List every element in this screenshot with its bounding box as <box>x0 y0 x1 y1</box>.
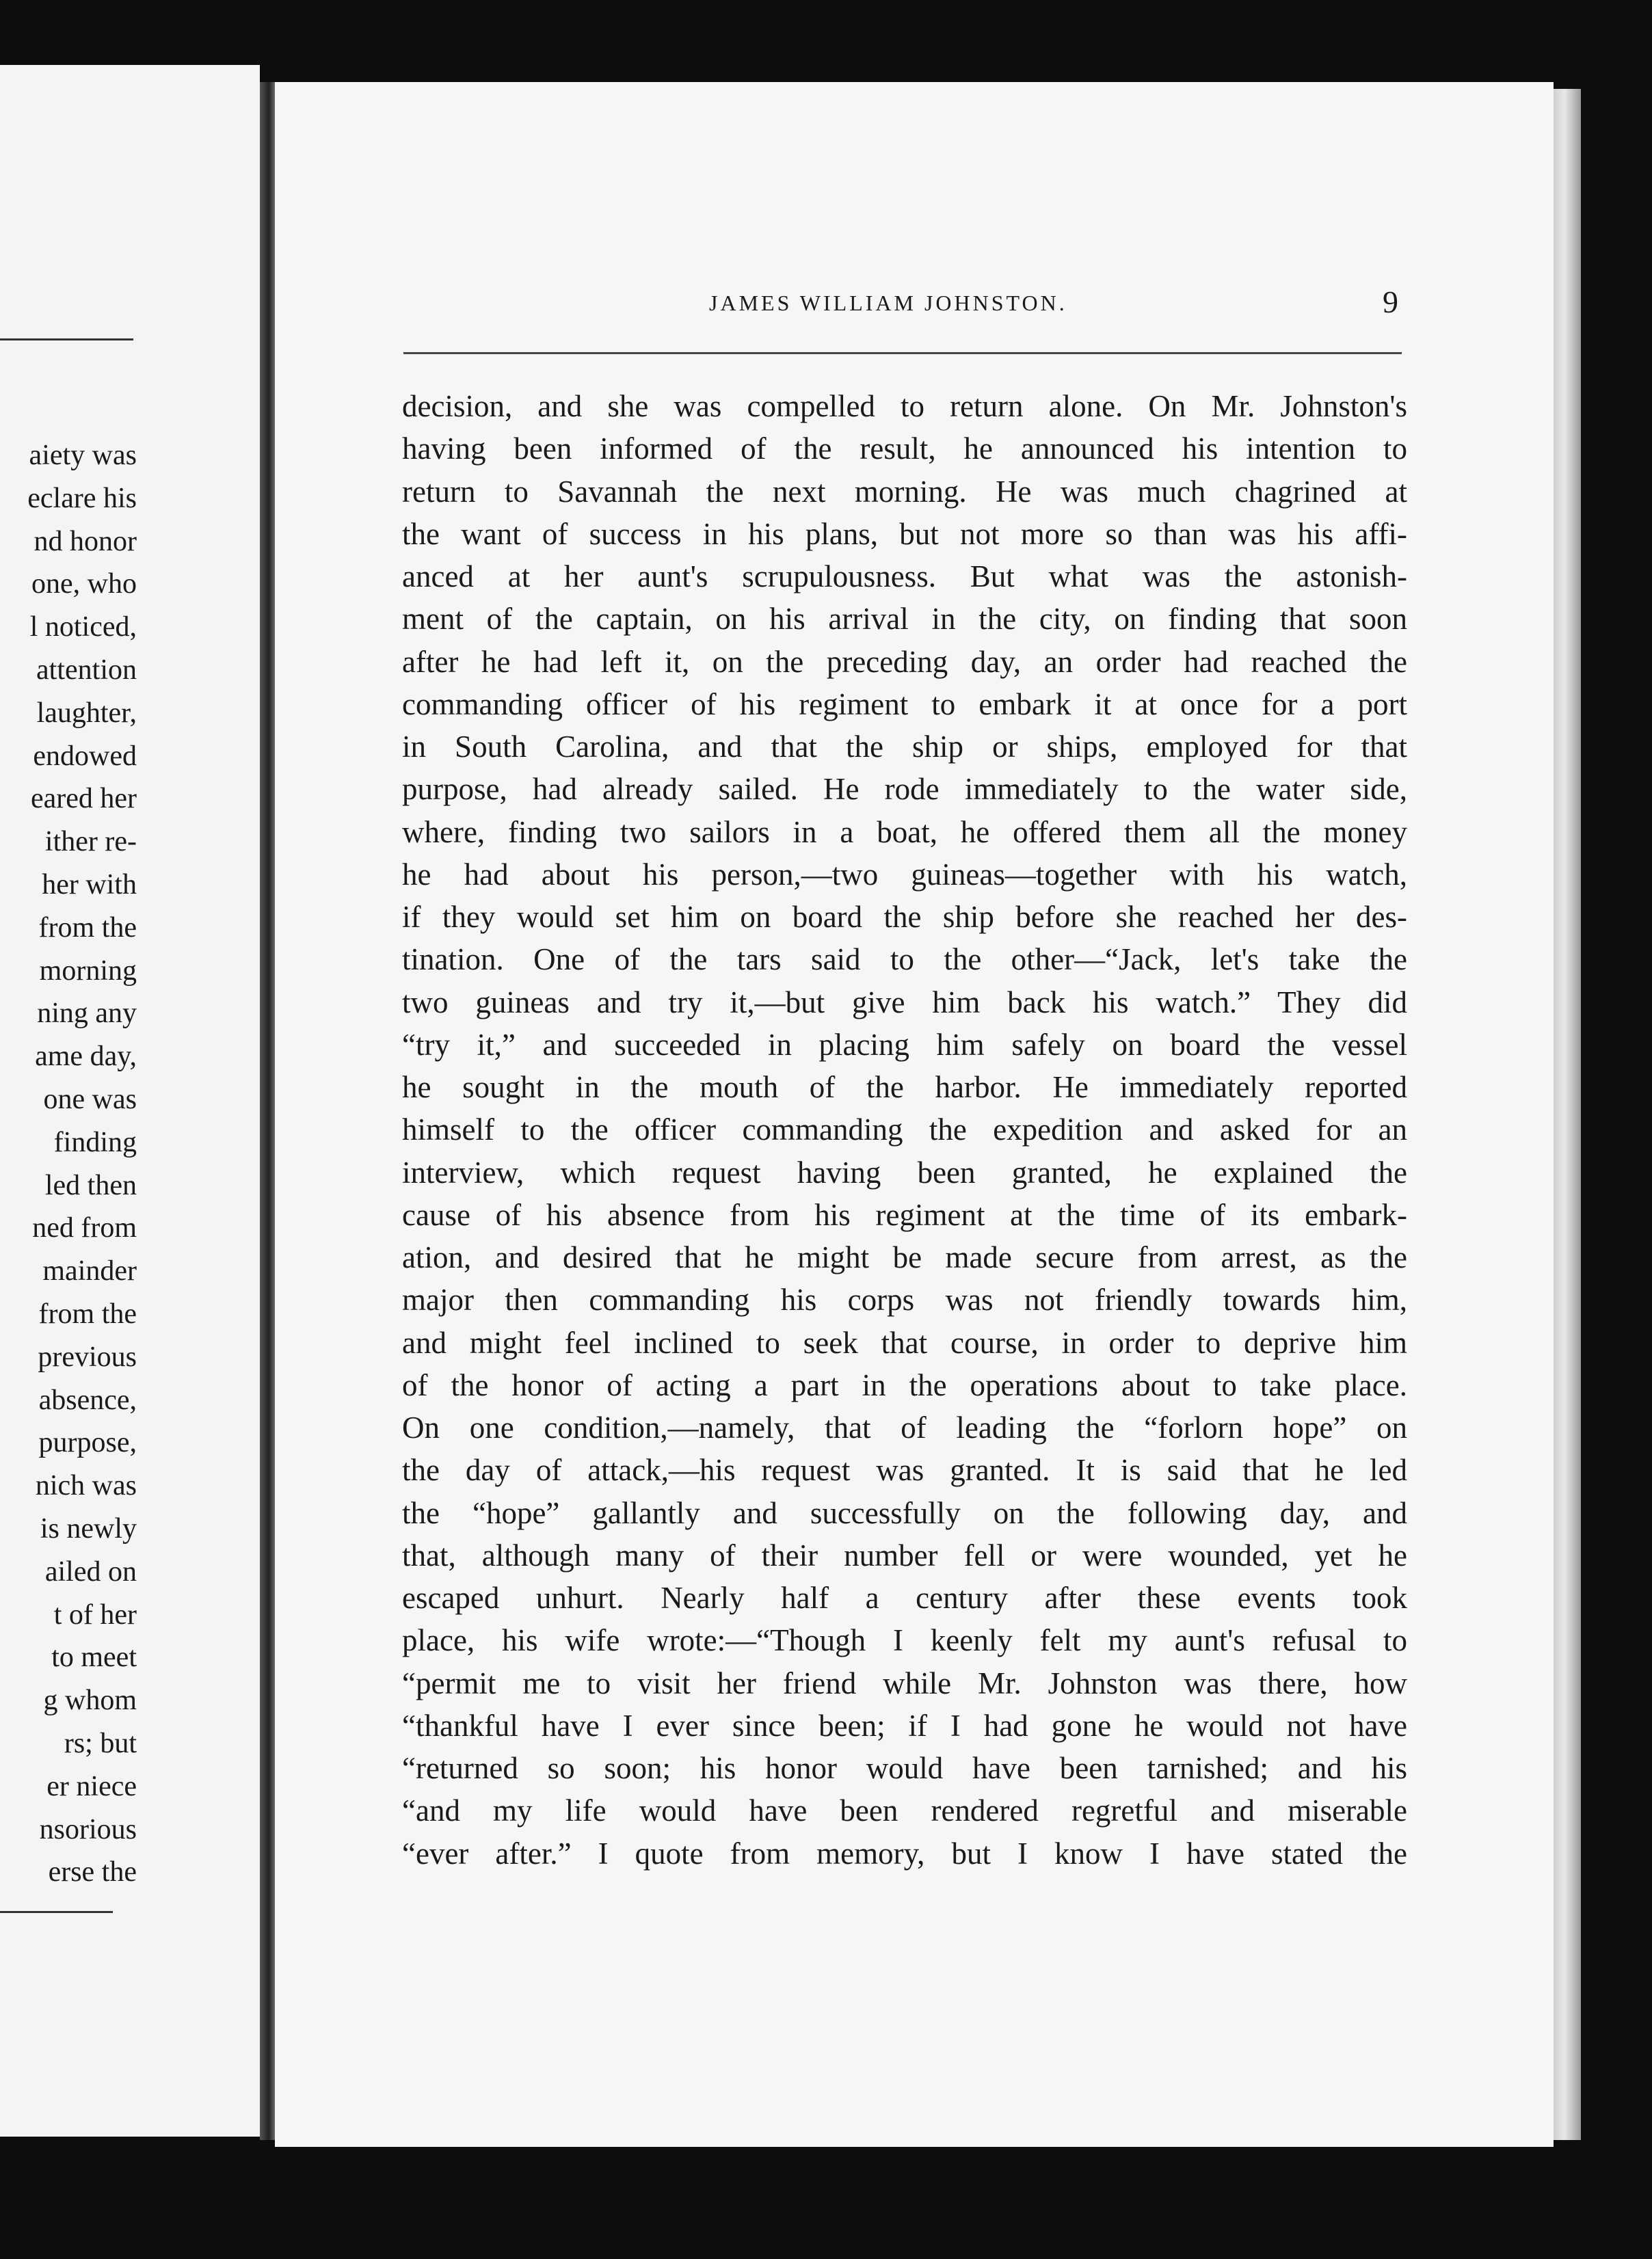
previous-page-line: finding <box>53 1126 137 1158</box>
previous-page-line: one was <box>43 1083 137 1115</box>
page-edge <box>1554 89 1581 2140</box>
text-line: the day of attack,—his request was granted. It is said that he led <box>402 1453 1407 1488</box>
text-line: of the honor of acting a part in the operations about to take place. <box>402 1367 1407 1402</box>
previous-page-line: her with <box>42 868 137 900</box>
text-line: anced at her aunt's scrupulousness. But what was the astonish- <box>402 559 1407 593</box>
previous-page-line: l noticed, <box>29 611 137 643</box>
previous-page-line: to meet <box>51 1642 137 1674</box>
text-line: where, finding two sailors in a boat, he offered them all the money <box>402 814 1407 849</box>
previous-page-line: absence, <box>38 1384 137 1416</box>
previous-page-line: morning <box>39 954 137 987</box>
previous-page-line: erse the <box>48 1856 137 1888</box>
previous-page-line: eared her <box>30 783 137 815</box>
text-line: interview, which request having been granted, he explained the <box>402 1155 1407 1190</box>
text-line: purpose, had already sailed. He rode immediately to the water side, <box>402 772 1407 807</box>
previous-page-line: ned from <box>32 1212 137 1244</box>
text-line: “thankful have I ever since been; if I had gone he would not have <box>402 1708 1407 1743</box>
text-line: On one condition,—namely, that of leading the “forlorn hope” on <box>402 1411 1407 1445</box>
text-line: major then commanding his corps was not friendly towards him, <box>402 1283 1407 1318</box>
previous-page-line: one, who <box>31 568 137 600</box>
text-line: he sought in the mouth of the harbor. He immediately reported <box>402 1070 1407 1104</box>
text-line: the “hope” gallantly and successfully on the following day, and <box>402 1495 1407 1530</box>
book-gutter <box>260 82 275 2140</box>
text-line: “ever after.” I quote from memory, but I know I have stated the <box>402 1836 1407 1871</box>
previous-page-line: aiety was <box>29 440 137 471</box>
previous-page-top-rule <box>0 338 133 340</box>
text-line: “permit me to visit her friend while Mr. Johnston was there, how <box>402 1666 1407 1700</box>
previous-page-line: ailed on <box>44 1555 137 1588</box>
previous-page-line: attention <box>36 654 137 686</box>
previous-page-line: led then <box>44 1169 137 1201</box>
text-line: after he had left it, on the preceding day, an order had reached the <box>402 644 1407 679</box>
previous-page-line: er niece <box>46 1770 137 1802</box>
previous-page-line: nsorious <box>39 1813 137 1845</box>
text-line: “returned so soon; his honor would have been tarnished; and his <box>402 1751 1407 1785</box>
text-line: himself to the officer commanding the expedition and asked for an <box>402 1112 1407 1147</box>
previous-page-line: from the <box>38 911 137 944</box>
text-line: two guineas and try it,—but give him back his watch.” They did <box>402 985 1407 1019</box>
text-line: ment of the captain, on his arrival in the city, on finding that soon <box>402 602 1407 637</box>
text-line: commanding officer of his regiment to embark it at once for a port <box>402 686 1407 721</box>
text-line: in South Carolina, and that the ship or ships, employed for that <box>402 730 1407 764</box>
text-line: place, his wife wrote:—“Though I keenly felt my aunt's refusal to <box>402 1623 1407 1658</box>
text-line: and might feel inclined to seek that course, in order to deprive him <box>402 1325 1407 1360</box>
text-line: if they would set him on board the ship before she reached her des- <box>402 900 1407 934</box>
previous-page-line: laughter, <box>36 697 137 729</box>
previous-page-line: purpose, <box>38 1427 137 1459</box>
previous-page-fragment <box>0 65 260 2137</box>
running-head: JAMES WILLIAM JOHNSTON. <box>709 291 1067 315</box>
previous-page-line: previous <box>38 1341 137 1373</box>
previous-page-line: t of her <box>53 1599 137 1631</box>
previous-page-line: nd honor <box>34 525 137 557</box>
text-line: escaped unhurt. Nearly half a century after these events took <box>402 1581 1407 1615</box>
previous-page-line: g whom <box>43 1685 137 1717</box>
text-line: cause of his absence from his regiment at the time of its embark- <box>402 1197 1407 1232</box>
previous-page-line: from the <box>38 1298 137 1330</box>
previous-page-line: rs; but <box>64 1727 137 1759</box>
text-line: that, although many of their number fell or were wounded, yet he <box>402 1538 1407 1573</box>
previous-page-line: mainder <box>42 1255 137 1287</box>
previous-page-line: eclare his <box>27 482 137 514</box>
previous-page-bottom-rule <box>0 1911 113 1913</box>
text-line: return to Savannah the next morning. He was much chagrined at <box>402 474 1407 509</box>
previous-page-text <box>27 434 137 1894</box>
body-text <box>402 385 1407 1875</box>
previous-page-line: ither re- <box>44 826 137 858</box>
page-number: 9 <box>1383 284 1398 319</box>
text-line: tination. One of the tars said to the other—“Jack, let's take the <box>402 942 1407 977</box>
previous-page-line: ame day, <box>35 1041 137 1073</box>
text-line: decision, and she was compelled to return alone. On Mr. Johnston's <box>402 389 1407 423</box>
text-line: ation, and desired that he might be made secure from arrest, as the <box>402 1240 1407 1274</box>
text-line: he had about his person,—two guineas—together with his watch, <box>402 857 1407 892</box>
previous-page-line: endowed <box>33 740 137 772</box>
previous-page-line: nich was <box>35 1470 137 1502</box>
text-line: having been informed of the result, he announced his intention to <box>402 431 1407 466</box>
text-line: the want of success in his plans, but not more so than was his affi- <box>402 516 1407 551</box>
text-line: “and my life would have been rendered regretful and miserable <box>402 1793 1407 1828</box>
page-header <box>275 284 1417 332</box>
previous-page-line: ning any <box>37 998 137 1030</box>
text-line: “try it,” and succeeded in placing him safely on board the vessel <box>402 1027 1407 1062</box>
previous-page-line: is newly <box>40 1512 137 1545</box>
header-rule <box>403 352 1402 354</box>
